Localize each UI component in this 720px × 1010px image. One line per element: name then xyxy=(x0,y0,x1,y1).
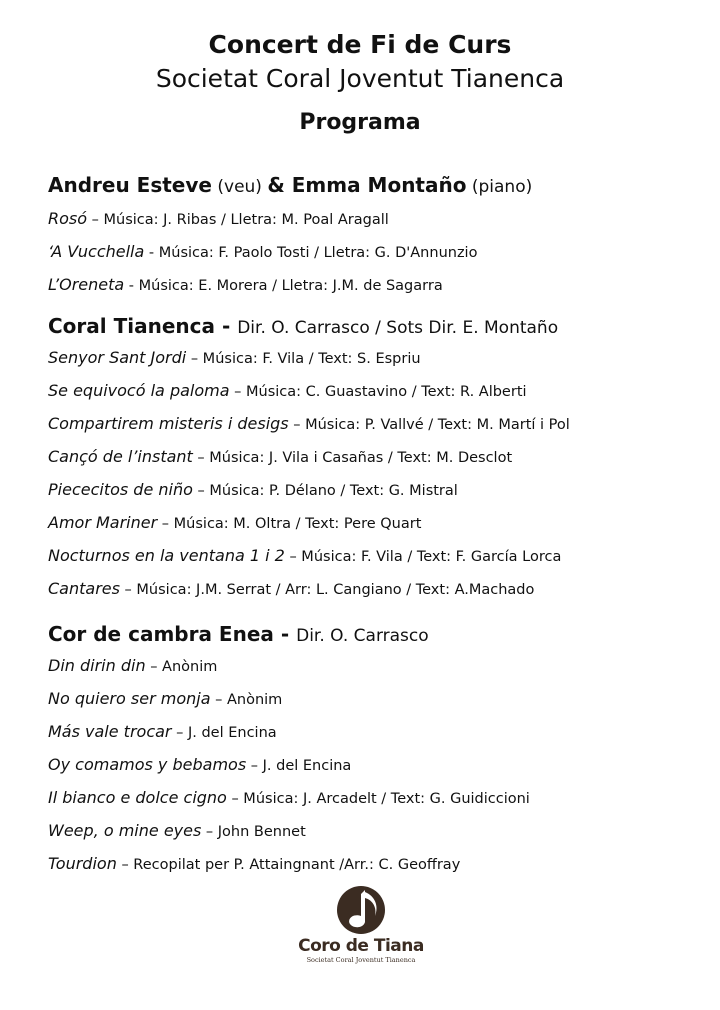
piece-list xyxy=(48,650,688,881)
list-item: Il bianco e dolce cigno – Música: J. Arcadelt / Text: G. Guidiccioni xyxy=(48,788,530,807)
list-item: Piececitos de niño – Música: P. Délano / Text: G. Mistral xyxy=(48,480,458,499)
section-soloists xyxy=(48,171,688,302)
logo-subtitle: Societat Coral Joventut Tianenca xyxy=(306,956,416,964)
list-item: Nocturnos en la ventana 1 i 2 – Música: F. Vila / Text: F. García Lorca xyxy=(48,546,562,565)
list-item: Senyor Sant Jordi – Música: F. Vila / Text: S. Espriu xyxy=(48,348,421,367)
piece-list xyxy=(48,342,688,606)
list-item: ‘A Vucchella - Música: F. Paolo Tosti / Lletra: G. D'Annunzio xyxy=(48,242,478,261)
logo xyxy=(296,884,426,976)
list-item: Oy comamos y bebamos – J. del Encina xyxy=(48,755,352,774)
music-note-circle-icon xyxy=(335,884,387,936)
performer-2-role: (piano) xyxy=(466,177,533,197)
piece-list xyxy=(48,203,688,302)
list-item: Rosó – Música: J. Ribas / Lletra: M. Poal Aragall xyxy=(48,209,389,228)
list-item: Se equivocó la paloma – Música: C. Guastavino / Text: R. Alberti xyxy=(48,381,527,400)
list-item: Compartirem misteris i desigs – Música: P. Vallvé / Text: M. Martí i Pol xyxy=(48,414,570,433)
list-item: No quiero ser monja – Anònim xyxy=(48,689,283,708)
list-item: L’Oreneta - Música: E. Morera / Lletra: J.M. de Sagarra xyxy=(48,275,443,294)
concert-title: Concert de Fi de Curs xyxy=(208,30,512,59)
performer-2: & Emma Montaño xyxy=(267,173,467,197)
section-title: Coral Tianenca - Dir. O. Carrasco / Sots Dir. E. Montaño xyxy=(48,314,559,338)
society-name: Societat Coral Joventut Tianenca xyxy=(155,64,565,93)
list-item: Din dirin din – Anònim xyxy=(48,656,218,675)
performer-1-role: (veu) xyxy=(211,177,268,197)
section-cor-enea xyxy=(48,620,688,881)
section-coral-tianenca xyxy=(48,312,688,606)
performer-1: Andreu Esteve xyxy=(48,173,212,197)
section-director: Dir. O. Carrasco xyxy=(296,626,429,646)
section-director: Dir. O. Carrasco / Sots Dir. E. Montaño xyxy=(237,318,559,338)
list-item: Cançó de l’instant – Música: J. Vila i Casañas / Text: M. Desclot xyxy=(48,447,513,466)
section-title: Cor de cambra Enea - Dir. O. Carrasco xyxy=(48,622,429,646)
program-heading: Programa xyxy=(299,110,421,135)
logo-name: Coro de Tiana xyxy=(298,936,424,956)
list-item: Weep, o mine eyes – John Bennet xyxy=(48,821,306,840)
header xyxy=(0,28,720,138)
section-title xyxy=(48,171,688,201)
list-item: Cantares – Música: J.M. Serrat / Arr: L. Cangiano / Text: A.Machado xyxy=(48,579,535,598)
list-item: Amor Mariner – Música: M. Oltra / Text: Pere Quart xyxy=(48,513,422,532)
list-item: Tourdion – Recopilat per P. Attaingnant /Arr.: C. Geoffray xyxy=(48,854,461,873)
list-item: Más vale trocar – J. del Encina xyxy=(48,722,277,741)
